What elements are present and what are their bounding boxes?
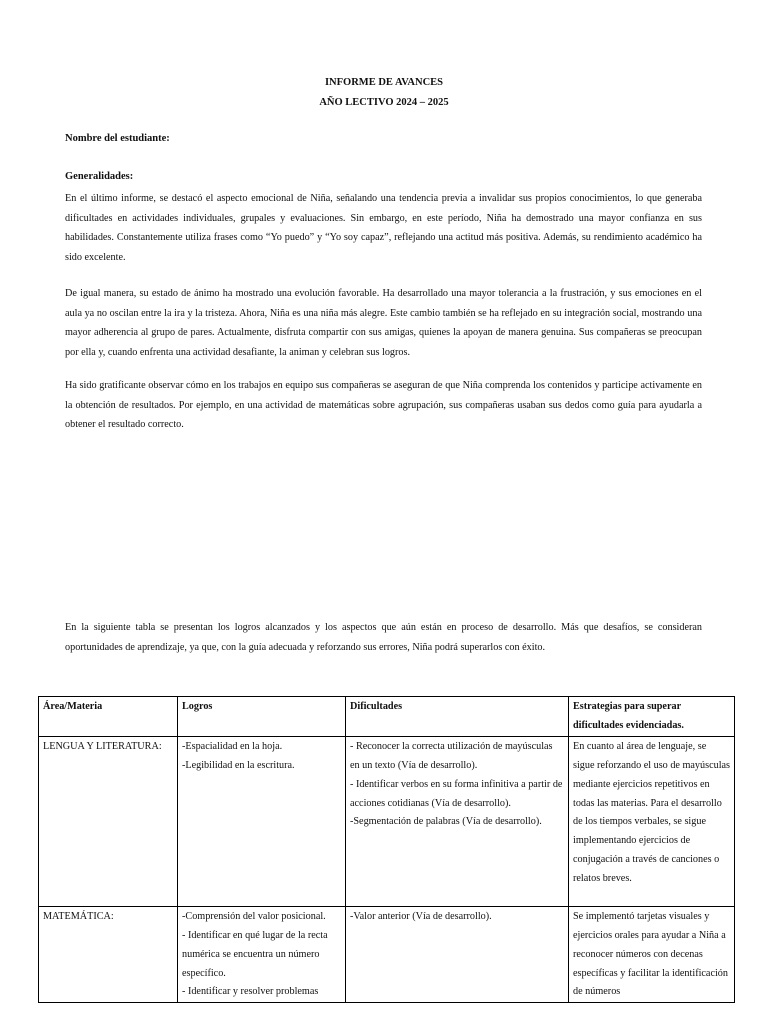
logro-item: - Identificar y resolver problemas [182,986,319,998]
dificultades-cell [346,736,569,906]
logro-item: -Legibilidad en la escritura. [182,759,295,771]
logros-cell [178,736,346,906]
dificultades-cell [346,906,569,1003]
paragraph-table-intro: En la siguiente tabla se presentan los logros alcanzados y los aspectos que aún están en proceso de desarrollo. Más que desafíos, se consideran oportunidades de aprendizaje, ya que, con la guía adecuada y reforzando sus errores, Niña podrá superarlos con éxito. [65,622,702,653]
paragraph-emotional: En el último informe, se destacó el aspecto emocional de Niña, señalando una tendencia previa a invalidar sus propios conocimientos, lo que generaba dificultades en actividades individuales, grupales y evaluaciones. Sin embargo, en este período, Niña ha demostrado una mayor confianza en sus habilidades. Constantemente utiliza frases como “Yo puedo” y “Yo soy capaz”, reflejando una actitud más positiva. Además, su rendimiento académico ha sido excelente. [65,193,702,263]
table-row [39,736,735,906]
student-name-label: Nombre del estudiante: [65,133,170,144]
report-title: INFORME DE AVANCES [324,77,444,88]
dificultad-item: - Identificar verbos en su forma infinitiva a partir de acciones cotidianas (Vía de desarrollo). [350,778,563,809]
school-year: AÑO LECTIVO 2024 – 2025 [319,97,449,108]
progress-table [38,696,735,1003]
area-cell: MATEMÁTICA: [39,906,178,1003]
logro-item: - Identificar en qué lugar de la recta numérica se encuentra un número específico. [182,929,328,979]
general-heading: Generalidades: [65,171,134,182]
paragraph-teamwork: Ha sido gratificante observar cómo en los trabajos en equipo sus compañeras se aseguran de que Niña comprenda los contenidos y participe activamente en la obtención de resultados. Por ejemplo, en una actividad de matemáticas sobre agrupación, sus compañeras usaban sus dedos como guía para ayudarla a obtener el resultado correcto. [65,380,702,431]
logro-item: -Espacialidad en la hoja. [182,740,283,752]
dificultad-item: -Valor anterior (Vía de desarrollo). [350,910,492,922]
paragraph-mood: De igual manera, su estado de ánimo ha mostrado una evolución favorable. Ha desarrollado una mayor tolerancia a la frustración, y sus emociones en el aula ya no oscilan entre la ira y la tristeza. Ahora, Niña es una niña más alegre. Este cambio también se ha reflejado en su integración social, mostrando una mayor adherencia al grupo de pares. Actualmente, disfruta compartir con sus amigas, quienes la apoyan de manera genuina. Sus compañeras se preocupan por ella y, cuando enfrenta una actividad desafiante, la animan y celebran sus logros. [65,288,702,358]
header-dificultades: Dificultades [346,697,569,737]
table-header-row [39,697,735,737]
estrategias-cell: En cuanto al área de lenguaje, se sigue reforzando el uso de mayúsculas mediante ejercicios repetitivos en todas las materias. Para el desarrollo de los tiempos verbales, se sigue implementando ejercicios de conjugación a través de canciones o relatos breves. [569,736,735,906]
header-area: Área/Materia [39,697,178,737]
estrategias-cell: Se implementó tarjetas visuales y ejercicios orales para ayudar a Niña a reconocer números con decenas específicas y facilitar la identificación de números [569,906,735,1003]
dificultad-item: - Reconocer la correcta utilización de mayúsculas en un texto (Vía de desarrollo). [350,740,553,771]
dificultad-item: -Segmentación de palabras (Vía de desarrollo). [350,816,542,828]
header-estrategias: Estrategias para superar dificultades evidenciadas. [569,697,735,737]
logro-item: -Comprensión del valor posicional. [182,910,326,922]
logros-cell [178,906,346,1003]
header-logros: Logros [178,697,346,737]
table-row [39,906,735,1003]
area-cell: LENGUA Y LITERATURA: [39,736,178,906]
